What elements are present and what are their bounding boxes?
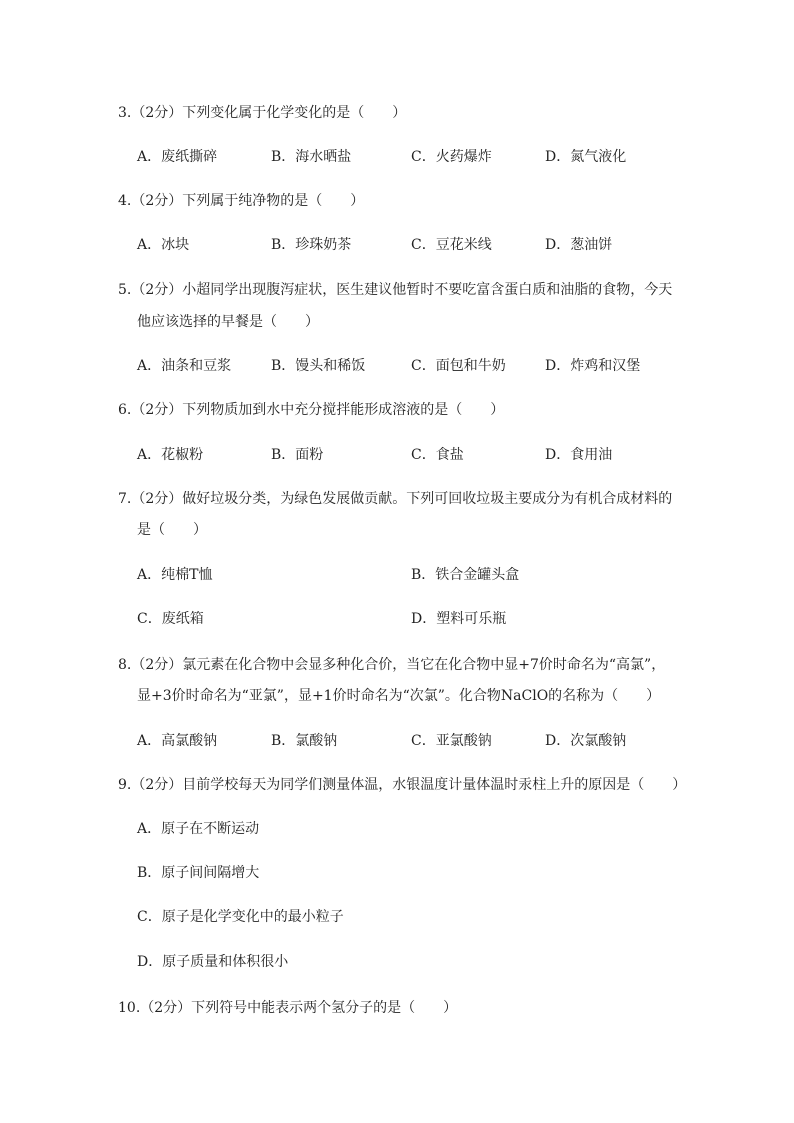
question-8-options [137,730,697,752]
question-5-stem-line1: 5.（2分）小超同学出现腹泻症状，医生建议他暂时不要吃富含蛋白质和油脂的食物，今天 [118,282,673,298]
option[interactable]: A．油条和豆浆 [137,358,232,374]
option[interactable]: B．面粉 [271,447,324,463]
option[interactable]: B．海水晒盐 [271,149,352,165]
question-10-stem: 10.（2分）下列符号中能表示两个氢分子的是（ ） [118,1000,458,1016]
option[interactable]: B．氯酸钠 [271,733,338,749]
option[interactable]: D．炸鸡和汉堡 [545,358,641,374]
question-7-stem-line2: 是（ ） [137,522,207,538]
question-5-stem-line2: 他应该选择的早餐是（ ） [137,314,319,330]
question-9-stem: 9.（2分）目前学校每天为同学们测量体温，水银温度计量体温时汞柱上升的原因是（ ） [118,777,687,793]
question-7-options-row1 [137,564,697,586]
question-7-stem-line1: 7.（2分）做好垃圾分类，为绿色发展做贡献。下列可回收垃圾主要成分为有机合成材料的 [118,491,673,507]
option[interactable]: C．面包和牛奶 [411,358,506,374]
question-8-stem-line2: 显+3价时命名为“亚氯”，显+1价时命名为“次氯”。化合物NaClO的名称为（ ） [137,688,661,704]
question-3-stem: 3.（2分）下列变化属于化学变化的是（ ） [118,105,407,121]
question-5-options [137,355,697,377]
question-4-options [137,234,697,256]
option[interactable]: C．原子是化学变化中的最小粒子 [137,909,344,925]
option[interactable]: C．食盐 [411,447,464,463]
option[interactable]: A．原子在不断运动 [137,821,260,837]
option[interactable]: A．冰块 [137,237,190,253]
question-7-options-row2 [137,608,697,630]
option[interactable]: D．次氯酸钠 [545,733,627,749]
option[interactable]: C．废纸箱 [137,611,204,627]
option[interactable]: D．氮气液化 [545,149,627,165]
question-6-options [137,444,697,466]
option[interactable]: C．豆花米线 [411,237,492,253]
question-8-stem-line1: 8.（2分）氯元素在化合物中会显多种化合价，当它在化合物中显+7价时命名为“高氯”， [118,657,666,673]
question-3-options [137,146,697,168]
option[interactable]: C．亚氯酸钠 [411,733,492,749]
option[interactable]: B．馒头和稀饭 [271,358,366,374]
option[interactable]: B．原子间间隔增大 [137,865,260,881]
option[interactable]: C．火药爆炸 [411,149,492,165]
option[interactable]: B．珍珠奶茶 [271,237,352,253]
option[interactable]: A．废纸撕碎 [137,149,218,165]
option[interactable]: A．花椒粉 [137,447,204,463]
option[interactable]: D．原子质量和体积很小 [137,954,289,970]
option[interactable]: D．食用油 [545,447,613,463]
question-6-stem: 6.（2分）下列物质加到水中充分搅拌能形成溶液的是（ ） [118,402,505,418]
option[interactable]: A．纯棉T恤 [137,567,213,583]
option[interactable]: B．铁合金罐头盒 [411,567,520,583]
option[interactable]: D．塑料可乐瓶 [411,611,507,627]
question-4-stem: 4.（2分）下列属于纯净物的是（ ） [118,193,365,209]
option[interactable]: D．葱油饼 [545,237,613,253]
option[interactable]: A．高氯酸钠 [137,733,218,749]
